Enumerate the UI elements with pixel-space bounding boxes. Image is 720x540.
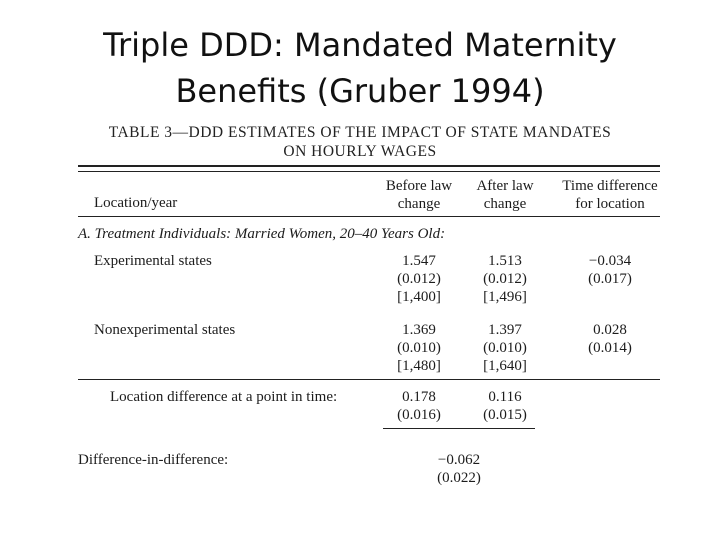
nonexperimental-after-se: (0.010) (483, 340, 527, 356)
row-label-experimental: Experimental states (94, 253, 212, 269)
slide-title-line-2: Benefits (Gruber 1994) (175, 72, 545, 110)
header-before-line-1: Before law (385, 178, 453, 194)
slide-title (0, 22, 720, 114)
experimental-after-se: (0.012) (483, 271, 527, 287)
experimental-after-value: 1.513 (488, 253, 522, 269)
nonexperimental-diff-se: (0.014) (588, 340, 632, 356)
experimental-before-value: 1.547 (402, 253, 436, 269)
experimental-diff-se: (0.017) (588, 271, 632, 287)
location-diff-after-value: 0.116 (488, 389, 522, 405)
nonexperimental-before-se: (0.010) (397, 340, 441, 356)
did-se: (0.022) (437, 470, 481, 486)
experimental-before-n: [1,400] (397, 289, 441, 305)
location-diff-after-se: (0.015) (483, 407, 527, 423)
header-after-line-1: After law (476, 178, 534, 194)
location-diff-rule (78, 379, 660, 380)
row-label-did: Difference-in-difference: (78, 452, 229, 468)
experimental-before-se: (0.012) (397, 271, 441, 287)
top-rule-1 (78, 165, 660, 167)
nonexperimental-after-n: [1,640] (483, 358, 527, 374)
header-timediff-line-2: for location (575, 196, 645, 212)
nonexperimental-before-n: [1,480] (397, 358, 441, 374)
header-timediff-line-1: Time difference (562, 178, 658, 194)
nonexperimental-after-value: 1.397 (488, 322, 522, 338)
section-a-heading: A. Treatment Individuals: Married Women, 20–40 Years Old: (78, 226, 446, 242)
header-location: Location/year (94, 195, 178, 211)
row-label-nonexperimental: Nonexperimental states (94, 322, 236, 338)
header-before-line-2: change (397, 196, 441, 212)
experimental-after-n: [1,496] (483, 289, 527, 305)
top-rule-2 (78, 171, 660, 172)
table-caption-line-2: ON HOURLY WAGES (283, 143, 437, 160)
did-rule (383, 428, 535, 429)
row-label-location-difference: Location difference at a point in time: (110, 389, 338, 405)
experimental-diff-value: −0.034 (588, 253, 632, 269)
did-value: −0.062 (437, 452, 481, 468)
table-caption-line-1: TABLE 3—DDD ESTIMATES OF THE IMPACT OF STATE MANDATES (108, 124, 612, 141)
slide-title-line-1: Triple DDD: Mandated Maternity (103, 26, 617, 64)
nonexperimental-diff-value: 0.028 (593, 322, 627, 338)
header-rule (78, 216, 660, 217)
nonexperimental-before-value: 1.369 (402, 322, 436, 338)
header-after-line-2: change (483, 196, 527, 212)
location-diff-before-se: (0.016) (397, 407, 441, 423)
location-diff-before-value: 0.178 (402, 389, 436, 405)
